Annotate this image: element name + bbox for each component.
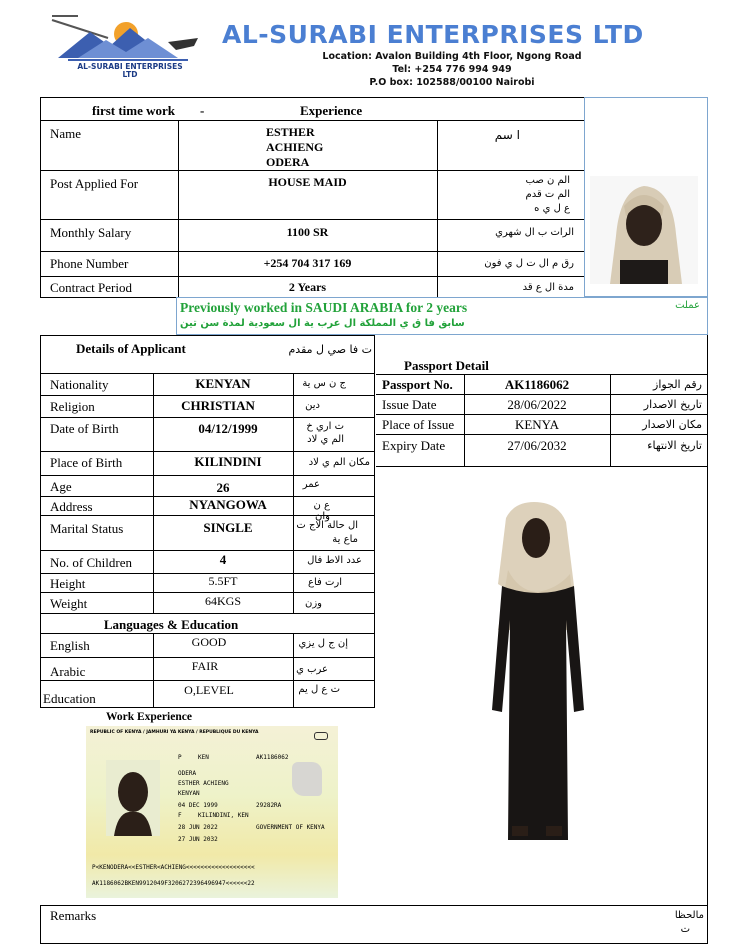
issue-date-ar: تاريخ الاصدار [643, 398, 702, 411]
work-experience-title: Work Experience [106, 711, 192, 723]
english-ar: إن ج ل يزي [298, 638, 348, 649]
contract-label: Contract Period [50, 280, 132, 295]
post-label: Post Applied For [50, 176, 139, 191]
nationality-ar: ج ن س ية [302, 378, 346, 389]
pob-value: KILINDINI [194, 454, 262, 469]
post-ar-3: ع ل ي ه [534, 203, 570, 214]
scan-type: P [178, 754, 182, 761]
scan-place: KILINDINI, KEN [198, 812, 249, 819]
first-time-work-label: first time work [92, 103, 176, 118]
scan-mrz2: AK1186062BKEN9912049F3206272396496947<<<<<<22 [92, 880, 255, 887]
dob-label: Date of Birth [50, 421, 119, 436]
height-value: 5.5FT [208, 574, 238, 588]
children-value: 4 [219, 552, 227, 567]
name-value-3: ODERA [266, 155, 310, 169]
arabic-value: FAIR [191, 659, 219, 673]
place-of-issue-label: Place of Issue [382, 417, 455, 432]
applicant-section-title-ar: ت فا صي ل مقدم [288, 343, 372, 356]
logo-text-line1: AL-SURABI ENTERPRISES [77, 62, 183, 71]
company-logo [48, 12, 204, 78]
place-of-issue-ar: مكان الاصدار [642, 418, 702, 431]
post-ar-2: الم ت قدم [525, 189, 570, 200]
religion-ar: دين [305, 400, 320, 411]
scan-map-icon [292, 762, 322, 796]
scan-authority: GOVERNMENT OF KENYA [256, 824, 325, 831]
height-label: Height [50, 576, 86, 591]
prev-worked-ar-2: عملت [675, 300, 700, 311]
salary-value: 1100 SR [286, 225, 329, 239]
phone-value: +254 704 317 169 [263, 256, 352, 270]
passport-no-value: AK1186062 [504, 377, 570, 392]
applicant-full-body-photo [478, 500, 598, 845]
company-tel: Tel: +254 776 994 949 [392, 64, 512, 75]
address-value: NYANGOWA [189, 497, 267, 512]
address-label: Address [50, 499, 93, 514]
scan-given: ESTHER ACHIENG [178, 780, 229, 787]
contract-value: 2 Years [288, 280, 327, 294]
arabic-ar: عرب ي [296, 664, 328, 675]
name-label: Name [50, 126, 82, 141]
salary-ar: الرات ب ال شهري [495, 227, 574, 238]
languages-section-title: Languages & Education [103, 617, 239, 632]
company-pobox: P.O box: 102588/00100 Nairobi [369, 77, 535, 88]
education-value: O,LEVEL [184, 683, 234, 697]
dob-value: 04/12/1999 [198, 421, 258, 436]
pob-label: Place of Birth [50, 455, 123, 470]
post-ar-1: الم ن صب [525, 175, 570, 186]
logo-text-line2: LTD [122, 70, 138, 79]
weight-value: 64KGS [204, 594, 241, 608]
scan-issue: 28 JUN 2022 [178, 824, 218, 831]
english-value: GOOD [191, 635, 227, 649]
salary-label: Monthly Salary [50, 225, 132, 240]
phone-label: Phone Number [50, 256, 129, 271]
issue-date-value: 28/06/2022 [507, 397, 567, 412]
remarks-label: Remarks [50, 908, 97, 923]
first-time-dash: - [200, 103, 205, 118]
name-value-2: ACHIENG [266, 140, 324, 154]
applicant-portrait-photo [590, 176, 698, 284]
age-label: Age [50, 479, 72, 494]
nationality-label: Nationality [50, 377, 109, 392]
expiry-date-ar: تاريخ الانتهاء [647, 439, 702, 452]
remarks-ar-2: ت [680, 924, 690, 935]
marital-label: Marital Status [50, 521, 124, 536]
issue-date-label: Issue Date [382, 397, 437, 412]
education-ar: ت ع ل يم [298, 684, 340, 695]
prev-worked-text: Previously worked in SAUDI ARABIA for 2 years [180, 300, 468, 315]
company-name: AL-SURABI ENTERPRISES LTD [222, 20, 644, 49]
scan-id-no: 29282RA [256, 802, 282, 809]
marital-ar: ال حالة الاج ت ماع ية [296, 520, 358, 545]
name-value-1: ESTHER [266, 125, 315, 139]
scan-nationality: KENYAN [178, 790, 200, 797]
place-of-issue-value: KENYA [514, 417, 560, 432]
phone-ar: رق م ال ت ل ي فون [484, 258, 574, 269]
children-ar: عدد الاط فال [307, 555, 362, 566]
name-ar: ا سم [494, 128, 520, 142]
prev-worked-ar-1: سابق فا ق ي المملكة ال عرب ية ال سعودية لمدة سن تين [180, 318, 465, 329]
marital-value: SINGLE [203, 520, 253, 535]
passport-no-label: Passport No. [382, 377, 453, 392]
company-location: Location: Avalon Building 4th Floor, Ngong Road [322, 51, 582, 62]
religion-value: CHRISTIAN [181, 398, 255, 413]
age-ar: عمر [302, 479, 320, 490]
scan-code: KEN [198, 754, 209, 761]
applicant-section-title: Details of Applicant [76, 341, 186, 356]
scan-surname: ODERA [178, 770, 197, 777]
dob-ar: ت اري خ الم ي لاد [306, 421, 344, 445]
address-ar: ع ن وان [313, 500, 330, 522]
scan-mrz1: P<KENODERA<<ESTHER<ACHIENG<<<<<<<<<<<<<<<<<<< [92, 864, 255, 871]
nationality-value: KENYAN [195, 376, 251, 391]
scan-chip-icon [314, 732, 328, 740]
arabic-label: Arabic [50, 664, 86, 679]
english-label: English [50, 638, 90, 653]
passport-section-title: Passport Detail [404, 358, 489, 373]
scan-photo [106, 760, 160, 836]
pob-ar: مكان الم ي لاد [308, 457, 370, 468]
scan-top-line: REPUBLIC OF KENYA / JAMHURI YA KENYA / REPUBLIQUE DU KENYA [90, 730, 259, 735]
post-value: HOUSE MAID [268, 175, 347, 189]
scan-dob: 04 DEC 1999 [178, 802, 218, 809]
scan-number: AK1186062 [256, 754, 289, 761]
religion-label: Religion [50, 399, 95, 414]
scan-expiry: 27 JUN 2032 [178, 836, 218, 843]
experience-label: Experience [300, 103, 363, 118]
height-ar: ارت فاع [308, 577, 342, 588]
contract-ar: مدة ال ع قد [522, 282, 574, 293]
remarks-ar-1: مالحظا [674, 910, 704, 921]
passport-no-ar: رقم الجواز [653, 378, 702, 391]
education-label: Education [43, 691, 96, 706]
scan-sex: F [178, 812, 182, 819]
expiry-date-value: 27/06/2032 [507, 438, 567, 453]
weight-label: Weight [50, 596, 88, 611]
age-value: 26 [216, 480, 230, 495]
expiry-date-label: Expiry Date [382, 438, 446, 453]
weight-ar: وزن [304, 598, 322, 609]
passport-scan-image [86, 726, 338, 898]
children-label: No. of Children [50, 555, 132, 570]
